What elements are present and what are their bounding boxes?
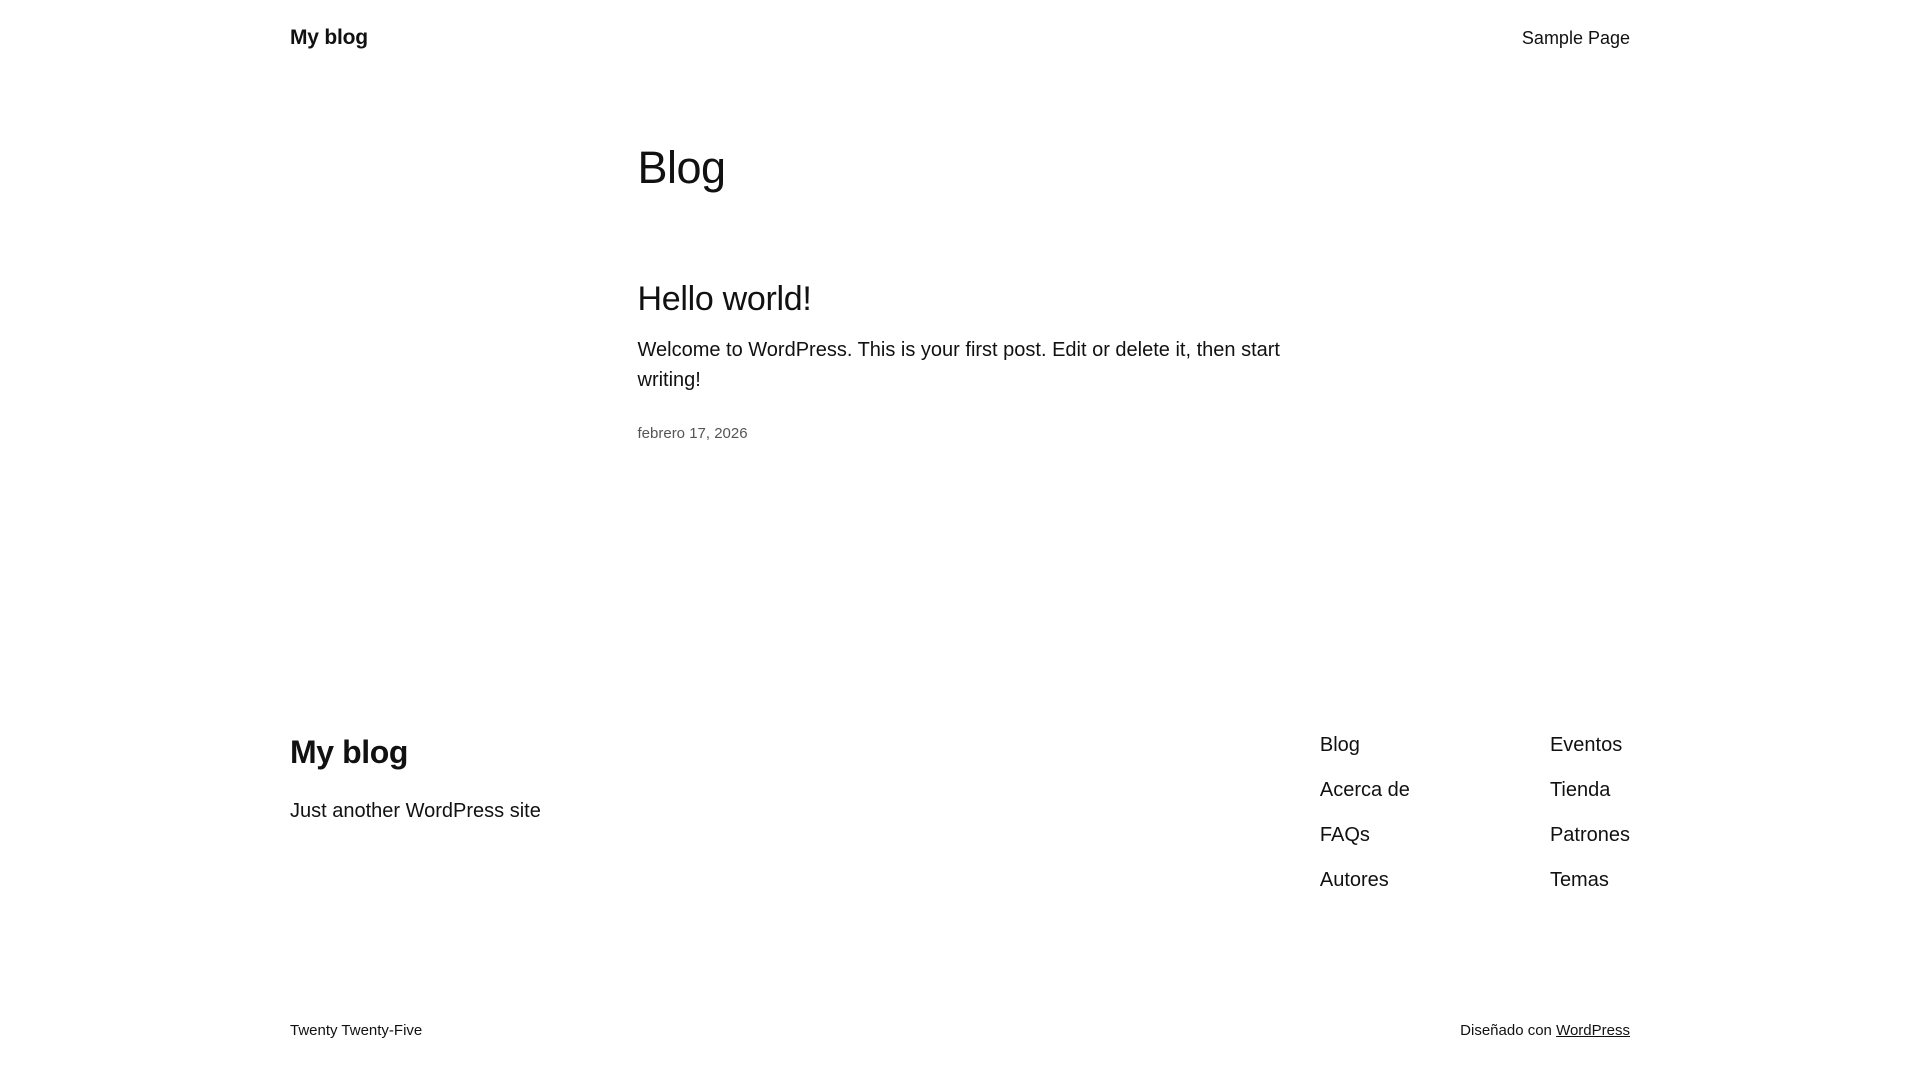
footer-nav-item xyxy=(1550,733,1630,758)
designed-with-credit xyxy=(1460,1020,1630,1042)
footer-nav-item xyxy=(1320,733,1410,758)
footer-nav xyxy=(1320,733,1630,893)
footer-link-tienda[interactable]: Tienda xyxy=(1549,779,1611,802)
footer-nav-item xyxy=(1550,823,1630,848)
post-list-item xyxy=(638,279,1283,445)
footer-top xyxy=(290,733,1630,893)
main-content xyxy=(0,50,1920,733)
footer-link-faqs[interactable]: FAQs xyxy=(1319,824,1370,847)
footer-nav-item xyxy=(1320,823,1410,848)
header-site-title-link[interactable]: My blog xyxy=(290,26,368,49)
site-footer xyxy=(0,733,1920,1080)
footer-nav-item xyxy=(1550,778,1630,803)
footer-nav-column-2 xyxy=(1550,733,1630,893)
post-title-link[interactable]: Hello world! xyxy=(637,280,812,318)
footer-link-patrones[interactable]: Patrones xyxy=(1549,824,1630,847)
footer-brand xyxy=(290,733,541,825)
site-header xyxy=(0,0,1920,50)
footer-tagline: Just another WordPress site xyxy=(290,799,541,822)
footer-link-eventos[interactable]: Eventos xyxy=(1549,734,1623,757)
post-title xyxy=(638,279,1283,320)
post-date: febrero 17, 2026 xyxy=(637,424,748,442)
footer-link-temas[interactable]: Temas xyxy=(1549,869,1609,892)
footer-link-acerca-de[interactable]: Acerca de xyxy=(1319,779,1410,802)
nav-link-sample-page[interactable]: Sample Page xyxy=(1521,27,1630,48)
footer-bottom xyxy=(290,1020,1630,1042)
page-title: Blog xyxy=(637,142,726,193)
theme-name: Twenty Twenty-Five xyxy=(290,1022,423,1040)
post-excerpt: Welcome to WordPress. This is your first post. Edit or delete it, then start writing! xyxy=(637,338,1280,391)
footer-nav-item xyxy=(1320,778,1410,803)
footer-site-title-link[interactable]: My blog xyxy=(290,734,409,771)
footer-nav-column-1 xyxy=(1320,733,1410,893)
header-nav xyxy=(1522,28,1630,49)
footer-nav-item xyxy=(1320,868,1410,893)
footer-link-blog[interactable]: Blog xyxy=(1319,734,1360,757)
footer-nav-item xyxy=(1550,868,1630,893)
wordpress-link[interactable]: WordPress xyxy=(1556,1022,1630,1040)
credit-prefix: Diseñado con xyxy=(1460,1022,1557,1040)
footer-link-autores[interactable]: Autores xyxy=(1319,869,1389,892)
